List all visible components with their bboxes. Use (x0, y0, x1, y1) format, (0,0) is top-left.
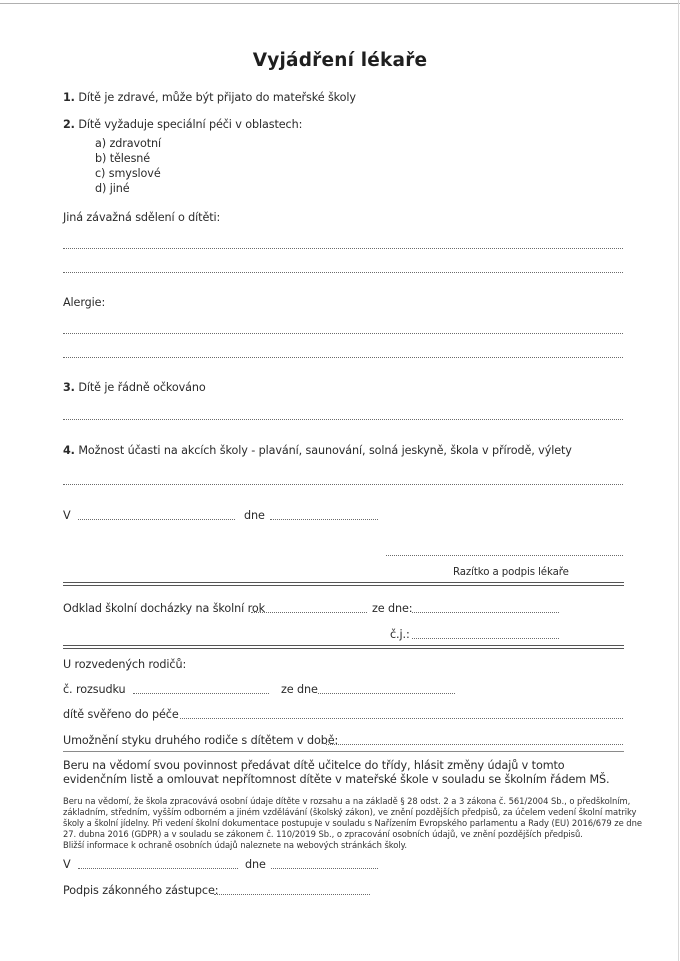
care-option-c: c) smyslové (95, 167, 161, 180)
contact-field[interactable] (326, 744, 623, 745)
contact-label: Umožnění styku druhého rodiče s dítětem v době: (63, 734, 339, 747)
care-option-b: b) tělesné (95, 152, 151, 165)
doctor-place-label: V (63, 509, 71, 522)
gdpr-line-4: 27. dubna 2016 (GDPR) a v souladu se zákonem č. 110/2019 Sb., o zpracování osobních údajů, ve znění pozdějších předpisů. (63, 829, 583, 839)
gdpr-line-2: základním, středním, vyšším odborném a jiném vzdělávání (školský zákon), ve znění pozdějších předpisů, za účelem vedení školní matriky (63, 807, 637, 817)
activities-line[interactable] (63, 484, 623, 485)
item-2-text: Dítě vyžaduje speciální péči v oblastech: (78, 118, 303, 131)
doctor-place-field[interactable] (78, 519, 235, 520)
allergy-label: Alergie: (63, 296, 106, 309)
allergy-line-1[interactable] (63, 333, 623, 334)
item-3-number: 3. (63, 381, 75, 394)
guardian-signature-label: Podpis zákonného zástupce: (63, 884, 219, 897)
deferral-ref-label: č.j.: (390, 628, 410, 641)
guardian-signature-field[interactable] (214, 894, 370, 895)
gdpr-line-1: Beru na vědomí, že škola zpracovává osobní údaje dítěte v rozsahu a na základě § 28 odst. 2 a 3 zákona č. 561/2004 Sb., o předškolním, (63, 796, 631, 806)
page-right-edge (678, 0, 679, 961)
doctor-stamp-label: Razítko a podpis lékaře (453, 567, 569, 578)
allergy-line-2[interactable] (63, 357, 623, 358)
verdict-date-label: ze dne (281, 683, 318, 696)
custody-label: dítě svěřeno do péče (63, 708, 179, 721)
care-option-a: a) zdravotní (95, 137, 162, 150)
item-2 (63, 118, 302, 131)
other-info-line-1[interactable] (63, 248, 623, 249)
page-title: Vyjádření lékaře (252, 50, 428, 71)
item-1-text: Dítě je zdravé, může být přijato do mateřské školy (78, 91, 356, 104)
section-divider-2 (63, 645, 624, 649)
verdict-date-field[interactable] (318, 693, 455, 694)
other-info-label: Jiná závažná sdělení o dítěti: (63, 211, 221, 224)
item-4-text: Možnost účasti na akcích školy - plavání, saunování, solná jeskyně, škola v přírodě, výlety (78, 444, 572, 457)
deferral-ref-field[interactable] (412, 638, 559, 639)
item-3-text: Dítě je řádně očkováno (78, 381, 206, 394)
section-divider-3 (63, 751, 624, 752)
divorced-heading: U rozvedených rodičů: (63, 658, 187, 671)
parent-date-label: dne (245, 858, 266, 871)
parent-notice: Beru na vědomí svou povinnost předávat dítě učitelce do třídy, hlásit změny údajů v tomto evidenčním listě a omlouvat nepřítomnost dítěte v mateřské škole v souladu se školním řádem MŠ. (63, 759, 610, 787)
gdpr-line-5: Bližší informace k ochraně osobních údajů naleznete na webových stránkách školy. (63, 840, 407, 850)
parent-place-field[interactable] (78, 868, 238, 869)
care-option-d: d) jiné (95, 182, 130, 195)
deferral-label: Odklad školní docházky na školní rok (63, 602, 265, 615)
vaccination-line[interactable] (63, 419, 623, 420)
deferral-date-field[interactable] (412, 612, 559, 613)
item-1-number: 1. (63, 91, 75, 104)
other-info-line-2[interactable] (63, 272, 623, 273)
section-divider-1 (63, 582, 624, 586)
deferral-date-label: ze dne: (372, 602, 413, 615)
item-4-number: 4. (63, 444, 75, 457)
verdict-field[interactable] (133, 693, 269, 694)
page-top-edge (0, 0, 680, 4)
item-2-number: 2. (63, 118, 75, 131)
doctor-signature-field[interactable] (386, 555, 623, 556)
doctor-date-field[interactable] (270, 519, 378, 520)
doctor-date-label: dne (244, 509, 265, 522)
verdict-label: č. rozsudku (63, 683, 126, 696)
item-3 (63, 381, 206, 394)
gdpr-line-3: školy a školní jídelny. Při vedení školní dokumentace postupuje v souladu s Nařízením Evropského parlamentu a Rady (EU) 2016/679 ze dne (63, 818, 642, 828)
item-4 (63, 444, 572, 457)
deferral-year-field[interactable] (251, 612, 367, 613)
custody-field[interactable] (180, 718, 623, 719)
parent-date-field[interactable] (271, 868, 378, 869)
parent-place-label: V (63, 858, 71, 871)
item-1 (63, 91, 356, 104)
